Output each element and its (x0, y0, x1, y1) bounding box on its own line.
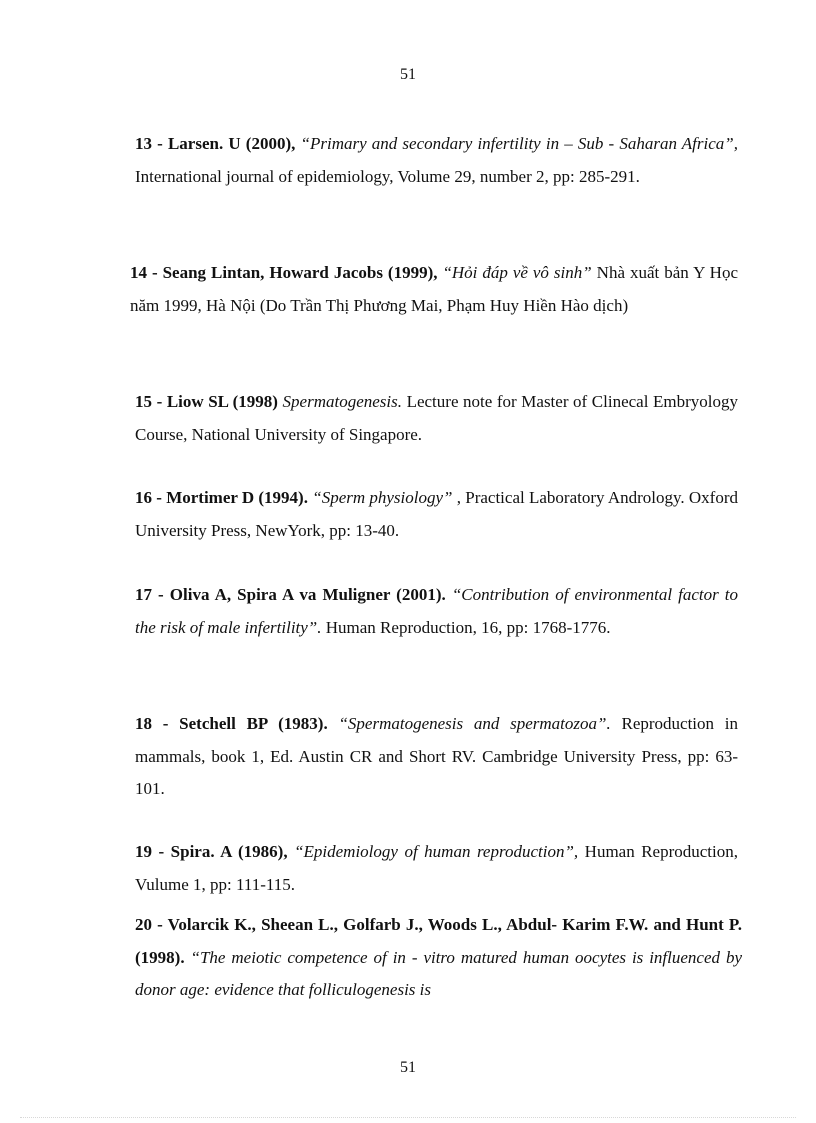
ref-details: Human Reproduction, 16, pp: 1768-1776. (325, 617, 611, 637)
reference-14 (130, 257, 738, 322)
ref-number: 15 - (135, 392, 167, 411)
ref-details: Human Reproduction, Vulume 1, pp: 111-115. (135, 842, 739, 894)
reference-20 (135, 909, 742, 1007)
page-number-top: 51 (400, 66, 416, 83)
ref-details: Reproduction in mammals, book 1, Ed. Austin CR and Short RV. Cambridge University Press, pp: 63-101. (135, 714, 738, 798)
ref-title: “Epidemiology of human reproduction”, (294, 842, 585, 861)
ref-title: “Hỏi đáp về vô sinh” (442, 263, 597, 282)
reference-13 (135, 128, 738, 193)
ref-details: International journal of epidemiology, Volume 29, number 2, pp: 285-291. (135, 166, 640, 186)
ref-details: Nhà xuất bản Y Học năm 1999, Hà Nội (Do Trần Thị Phương Mai, Phạm Huy Hiền Hào dịch) (130, 263, 739, 315)
ref-number: 17 - (135, 585, 170, 604)
ref-number: 18 - (135, 714, 180, 733)
ref-title: “Contribution of environmental factor to the risk of male infertility”. (135, 585, 738, 637)
ref-title: “Spermatogenesis and spermatozoa”. (338, 714, 622, 733)
ref-authors: Mortimer D (1994). (166, 488, 313, 507)
page-number-bottom: 51 (400, 1059, 416, 1076)
reference-16 (135, 482, 738, 547)
ref-authors: Liow SL (1998) (166, 392, 283, 411)
ref-number: 19 - (135, 842, 171, 861)
ref-authors: Volarcik K., Sheean L., Golfarb J., Woods L., Abdul- Karim F.W. and Hunt P. (1998). (135, 915, 743, 967)
ref-authors: Larsen. U (2000), (167, 134, 301, 153)
ref-number: 14 - (130, 263, 163, 282)
ref-details: Lecture note for Master of Clinecal Embryology Course, National University of Singapore. (135, 392, 738, 444)
reference-18 (135, 708, 738, 806)
ref-number: 20 - (135, 915, 168, 934)
ref-title: “The meiotic competence of in - vitro matured human oocytes is influenced by donor age: evidence that folliculogenesis is (135, 947, 742, 999)
ref-title: “Primary and secondary infertility in – Sub - Saharan Africa”, (300, 134, 738, 153)
ref-authors: Oliva A, Spira A va Muligner (2001). (169, 585, 452, 604)
reference-19 (135, 836, 738, 901)
ref-authors: Seang Lintan, Howard Jacobs (1999), (162, 263, 443, 282)
page-bottom-divider (20, 1117, 796, 1118)
ref-number: 16 - (135, 488, 167, 507)
reference-15 (135, 386, 738, 451)
ref-authors: Setchell BP (1983). (179, 714, 339, 733)
ref-details: , Practical Laboratory Andrology. Oxford University Press, NewYork, pp: 13-40. (135, 488, 738, 540)
ref-authors: Spira. A (1986), (170, 842, 295, 861)
reference-17 (135, 579, 738, 644)
ref-title: Spermatogenesis. (282, 392, 407, 411)
ref-title: “Sperm physiology” (312, 488, 457, 507)
ref-number: 13 - (135, 134, 168, 153)
